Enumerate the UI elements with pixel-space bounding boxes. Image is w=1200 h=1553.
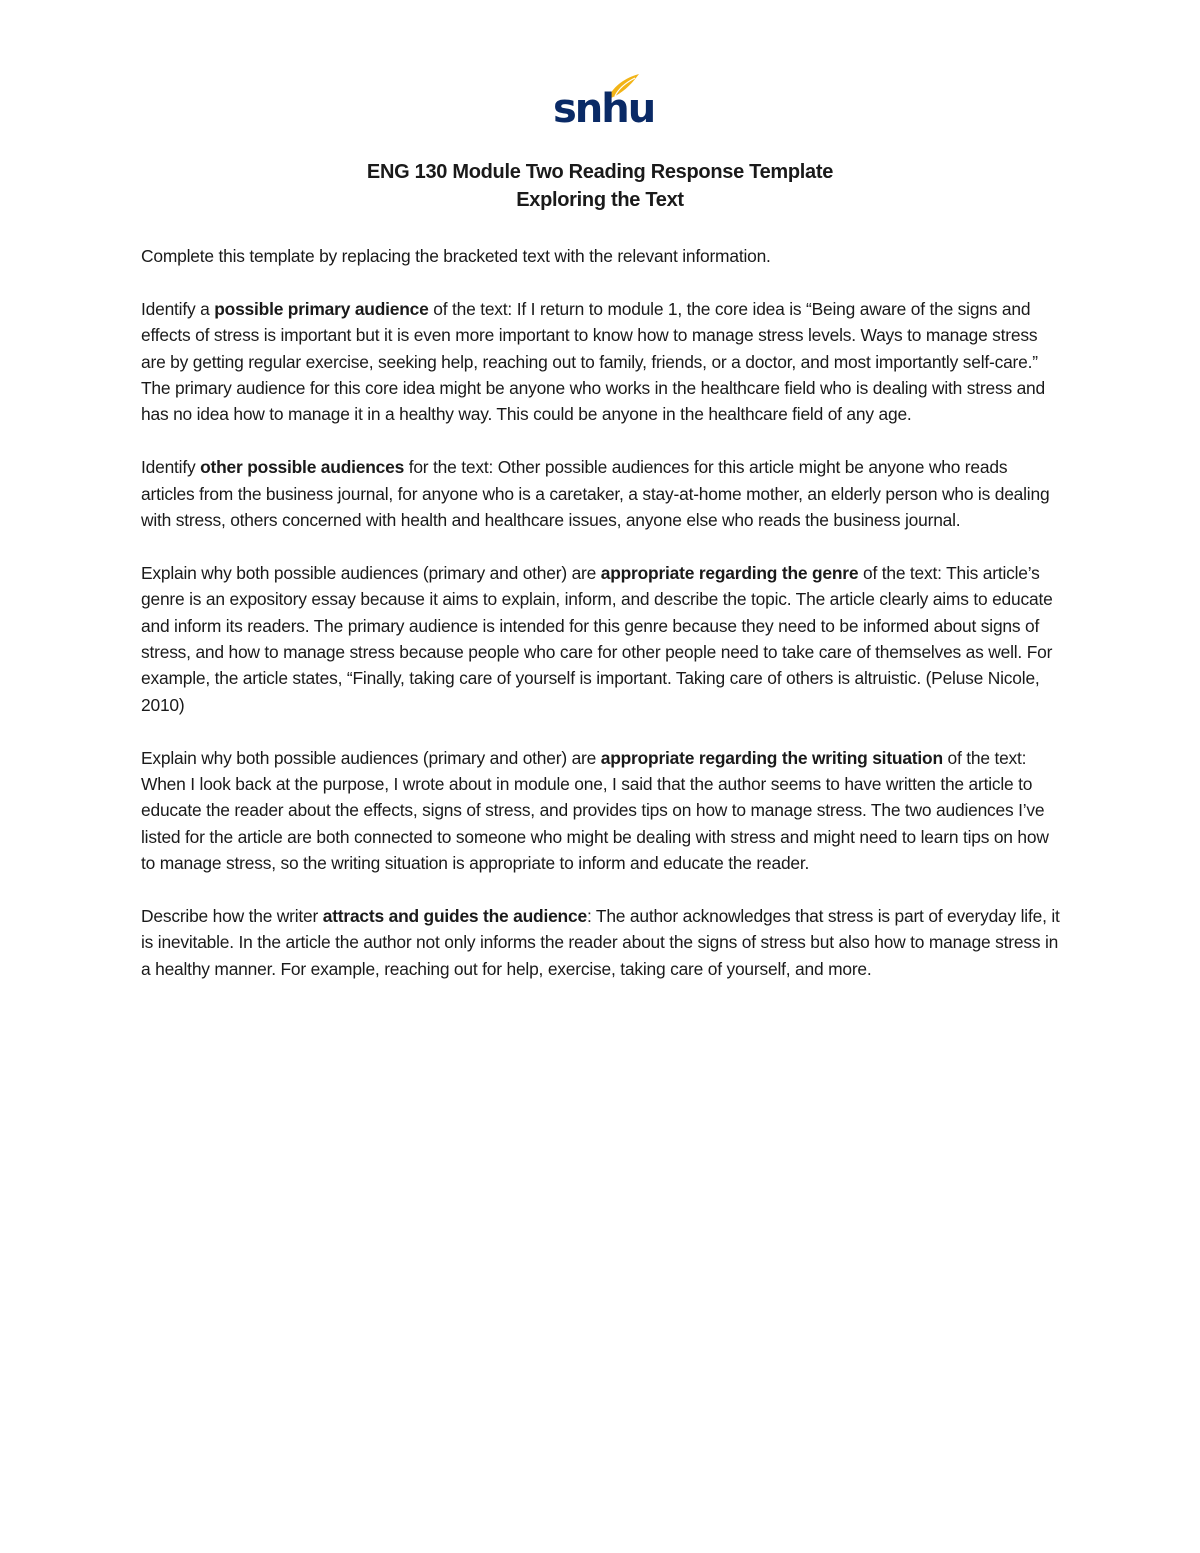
section-prompt: Identify bbox=[141, 457, 201, 478]
section-answer: Other possible audiences for this article might be anyone who reads articles from the business journal, for anyone who is a caretaker, a stay-at-home mother, an elderly person who is dealing with stress, others concerned with health and healthcare issues, anyone else who reads the business journal. bbox=[141, 457, 1050, 531]
section-prompt: Describe how the writer bbox=[141, 906, 323, 927]
section-answer: If I return to module 1, the core idea is “Being aware of the signs and effects of stress is important but it is even more important to know how to manage stress levels. Ways to manage stress are by getting regular exercise, seeking help, reaching out to family, friends, or a doctor, and most importantly self-care.” The primary audience for this core idea might be anyone who works in the healthcare field who is dealing with stress and has no idea how to manage it in a healthy way. This could be anyone in the healthcare field of any age. bbox=[141, 298, 1045, 425]
page-subtitle: Exploring the Text bbox=[516, 189, 684, 211]
section-prompt: of the text: bbox=[858, 562, 947, 583]
section-prompt: Explain why both possible audiences (primary and other) are bbox=[141, 747, 601, 768]
section-other-audiences bbox=[141, 454, 1061, 533]
page-title: ENG 130 Module Two Reading Response Template bbox=[366, 161, 834, 183]
section-prompt-bold: appropriate regarding the genre bbox=[600, 562, 859, 583]
instructions-paragraph: Complete this template by replacing the bracketed text with the relevant information. bbox=[141, 246, 771, 266]
section-attracts-guides bbox=[141, 903, 1061, 982]
document-body bbox=[141, 243, 1061, 1009]
section-prompt-bold: possible primary audience bbox=[214, 298, 429, 319]
section-prompt-bold: other possible audiences bbox=[200, 457, 405, 478]
section-prompt: : bbox=[586, 906, 596, 927]
section-genre bbox=[141, 560, 1061, 718]
title-block bbox=[0, 158, 1200, 214]
section-writing-situation bbox=[141, 745, 1061, 877]
section-answer: This article’s genre is an expository essay because it aims to explain, inform, and describe the topic. The article clearly aims to educate and inform its readers. The primary audience is intended for this genre because they need to be informed about signs of stress, and how to manage stress because people who care for other people need to take care of themselves as well. For example, the article states, “Finally, taking care of yourself is important. Taking care of others is altruistic. (Peluse Nicole, 2010) bbox=[141, 562, 1053, 715]
logo-wordmark: snhu bbox=[553, 86, 655, 132]
section-prompt: for the text: bbox=[404, 457, 498, 478]
section-prompt: of the text: bbox=[942, 747, 1027, 768]
section-answer: When I look back at the purpose, I wrote about in module one, I said that the author seems to have written the article to educate the reader about the effects, signs of stress, and provides tips on how to manage stress. The two audiences I’ve listed for the article are both connected to someone who might be dealing with stress and might need to learn tips on how to manage stress, so the writing situation is appropriate to inform and educate the reader. bbox=[141, 774, 1049, 874]
section-prompt-bold: appropriate regarding the writing situation bbox=[600, 747, 943, 768]
section-prompt: Explain why both possible audiences (primary and other) are bbox=[141, 562, 601, 583]
section-prompt-bold: attracts and guides the audience bbox=[322, 906, 587, 927]
section-prompt: Identify a bbox=[141, 298, 215, 319]
section-prompt: of the text: bbox=[428, 298, 517, 319]
section-answer: The author acknowledges that stress is part of everyday life, it is inevitable. In the article the author not only informs the reader about the signs of stress but also how to manage stress in a healthy manner. For example, reaching out for help, exercise, taking care of yourself, and more. bbox=[141, 906, 1060, 979]
snhu-logo bbox=[553, 72, 655, 134]
section-primary-audience bbox=[141, 296, 1061, 428]
